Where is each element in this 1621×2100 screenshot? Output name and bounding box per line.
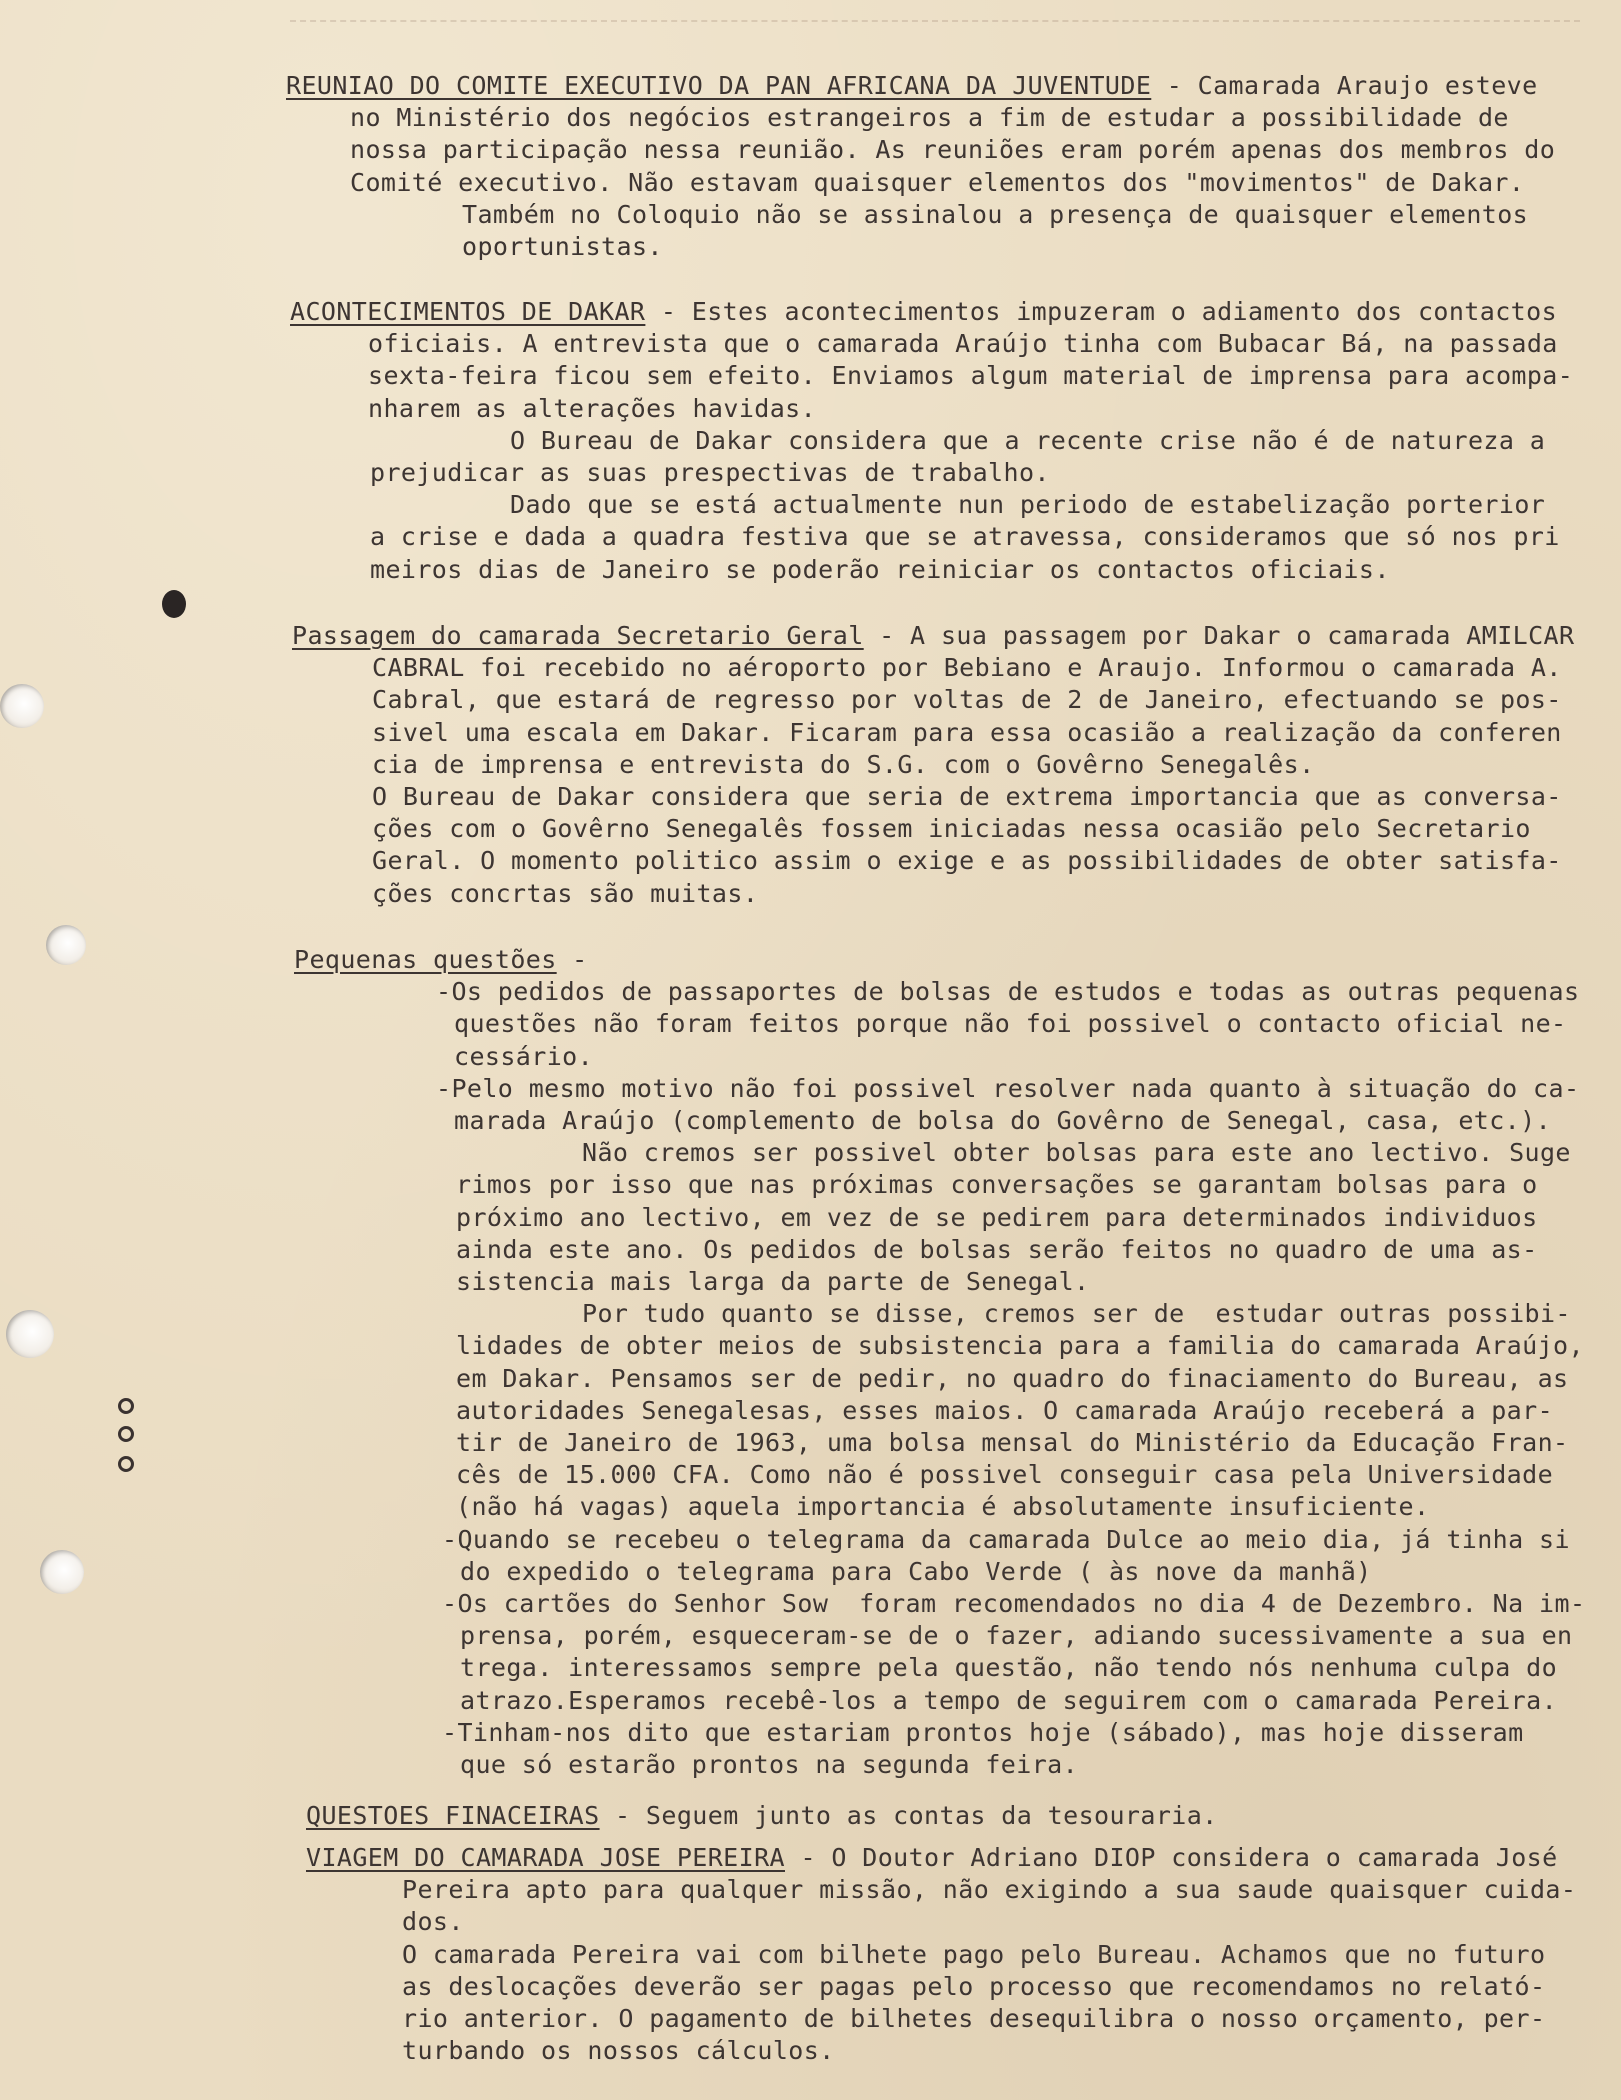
text-line: - Seguem junto as contas da tesouraria. [599,1801,1218,1830]
text-line: turbando os nossos cálculos. [402,2036,835,2066]
list-item: -Quando se recebeu o telegrama da camarada Dulce ao meio dia, já tinha si [442,1524,1570,1554]
text-line: atrazo.Esperamos recebê-los a tempo de seguirem com o camarada Pereira. [460,1685,1558,1715]
text-line: Pereira apto para qualquer missão, não exigindo a sua saude quaisquer cuida- [402,1875,1577,1905]
text-line: sexta-feira ficou sem efeito. Enviamos algum material de imprensa para acompa- [368,361,1574,391]
text-line: nharem as alterações havidas. [368,393,817,423]
text-line: questões não foram feitos porque não foi possivel o contacto oficial ne- [454,1009,1567,1039]
text-line: oportunistas. [462,232,663,262]
text-line: a crise e dada a quadra festiva que se atravessa, consideramos que só nos pri [370,522,1560,552]
section-questoes-financeiras [306,1800,1218,1832]
text-line: - Camarada Araujo esteve [1151,71,1538,100]
section-heading: REUNIAO DO COMITE EXECUTIVO DA PAN AFRICANA DA JUVENTUDE [286,71,1152,100]
text-line: ções com o Govêrno Senegalês fossem iniciadas nessa ocasião pelo Secretario [372,814,1531,844]
section-acontecimentos-dakar [290,296,1573,586]
section-viagem-jose-pereira [306,1842,1576,2067]
punch-hole [46,925,86,965]
text-line: Não cremos ser possivel obter bolsas para este ano lectivo. Suge [582,1138,1571,1168]
list-item: -Os cartões do Senhor Sow foram recomendados no dia 4 de Dezembro. Na im- [442,1589,1586,1619]
text-line: cia de imprensa e entrevista do S.G. com o Govêrno Senegalês. [372,749,1315,779]
section-passagem-secretario-geral [292,620,1574,910]
text-line: rio anterior. O pagamento de bilhetes desequilibra o nosso orçamento, per- [402,2004,1546,2034]
text-line: (não há vagas) aquela importancia é absolutamente insuficiente. [456,1492,1430,1522]
text-line: Comité executivo. Não estavam quaisquer elementos dos "movimentos" de Dakar. [350,167,1525,197]
text-line: Geral. O momento politico assim o exige e as possibilidades de obter satisfa- [372,846,1562,876]
punch-hole [0,684,44,728]
text-line: cessário. [454,1041,594,1071]
text-line: marada Araújo (complemento de bolsa do Govêrno de Senegal, casa, etc.). [454,1106,1552,1136]
section-heading: ACONTECIMENTOS DE DAKAR [290,297,646,326]
section-heading: VIAGEM DO CAMARADA JOSE PEREIRA [306,1843,785,1872]
text-line: do expedido o telegrama para Cabo Verde ( às nove da manhã) [460,1556,1372,1586]
punch-hole [6,1310,54,1358]
section-comite-executivo [286,70,1555,263]
text-line: CABRAL foi recebido no aéroporto por Bebiano e Araujo. Informou o camarada A. [372,653,1562,683]
text-line: oficiais. A entrevista que o camarada Araújo tinha com Bubacar Bá, na passada [368,329,1558,359]
text-line: sistencia mais larga da parte de Senegal. [456,1267,1090,1297]
text-line: autoridades Senegalesas, esses maios. O camarada Araújo receberá a par- [456,1395,1554,1425]
list-item: -Tinham-nos dito que estariam prontos hoje (sábado), mas hoje disseram [442,1717,1524,1747]
text-line: ções concrtas são muitas. [372,878,759,908]
text-line: Cabral, que estará de regresso por voltas de 2 de Janeiro, efectuando se pos- [372,685,1562,715]
ink-ring [118,1456,134,1472]
text-line: nossa participação nessa reunião. As reuniões eram porém apenas dos membros do [350,135,1556,165]
ink-dot [162,590,186,618]
text-line: trega. interessamos sempre pela questão, não tendo nós nenhuma culpa do [460,1653,1558,1683]
ink-ring [118,1398,134,1414]
text-line: as deslocações deverão ser pagas pelo processo que recomendamos no relató- [402,1971,1546,2001]
text-line: no Ministério dos negócios estrangeiros a fim de estudar a possibilidade de [350,103,1509,133]
section-heading: Pequenas questões [294,945,557,974]
punch-hole [40,1550,84,1594]
list-item: -Pelo mesmo motivo não foi possivel resolver nada quanto à situação do ca- [436,1073,1580,1103]
text-line: O Bureau de Dakar considera que seria de extrema importancia que as conversa- [372,782,1562,812]
faint-bleed-through [290,20,1580,36]
text-line: lidades de obter meios de subsistencia para a familia do camarada Araújo, [456,1331,1584,1361]
text-line: em Dakar. Pensamos ser de pedir, no quadro do finaciamento do Bureau, as [456,1363,1569,1393]
section-heading: Passagem do camarada Secretario Geral [292,621,864,650]
text-line: - [556,945,588,974]
text-line: rimos por isso que nas próximas conversações se garantam bolsas para o [456,1170,1538,1200]
text-line: prejudicar as suas prespectivas de trabalho. [370,458,1050,488]
section-pequenas-questoes [294,944,1585,1781]
text-line: dos. [402,1907,464,1937]
text-line: sivel uma escala em Dakar. Ficaram para essa ocasião a realização da conferen [372,717,1562,747]
text-line: cês de 15.000 CFA. Como não é possivel conseguir casa pela Universidade [456,1460,1554,1490]
text-line: Dado que se está actualmente nun periodo de estabelização porterior [510,490,1546,520]
text-line: Também no Coloquio não se assinalou a presença de quaisquer elementos [462,199,1529,229]
section-heading: QUESTOES FINACEIRAS [306,1801,600,1830]
text-line: O camarada Pereira vai com bilhete pago pelo Bureau. Achamos que no futuro [402,1939,1546,1969]
text-line: próximo ano lectivo, em vez de se pedirem para determinados individuos [456,1202,1538,1232]
text-line: ainda este ano. Os pedidos de bolsas serão feitos no quadro de uma as- [456,1234,1538,1264]
text-line: prensa, porém, esqueceram-se de o fazer, adiando sucessivamente a sua en [460,1621,1573,1651]
text-line: - O Doutor Adriano DIOP considera o camarada José [785,1843,1558,1872]
text-line: tir de Janeiro de 1963, uma bolsa mensal do Ministério da Educação Fran- [456,1428,1569,1458]
ink-ring [118,1426,134,1442]
text-line: meiros dias de Janeiro se poderão reiniciar os contactos oficiais. [370,554,1390,584]
text-line: Por tudo quanto se disse, cremos ser de estudar outras possibi- [582,1299,1571,1329]
text-line: - A sua passagem por Dakar o camarada AMILCAR [863,621,1575,650]
text-line: que só estarão prontos na segunda feira. [460,1750,1079,1780]
text-line: - Estes acontecimentos impuzeram o adiamento dos contactos [645,297,1558,326]
list-item: -Os pedidos de passaportes de bolsas de estudos e todas as outras pequenas [436,977,1580,1007]
text-line: O Bureau de Dakar considera que a recente crise não é de natureza a [510,425,1546,455]
